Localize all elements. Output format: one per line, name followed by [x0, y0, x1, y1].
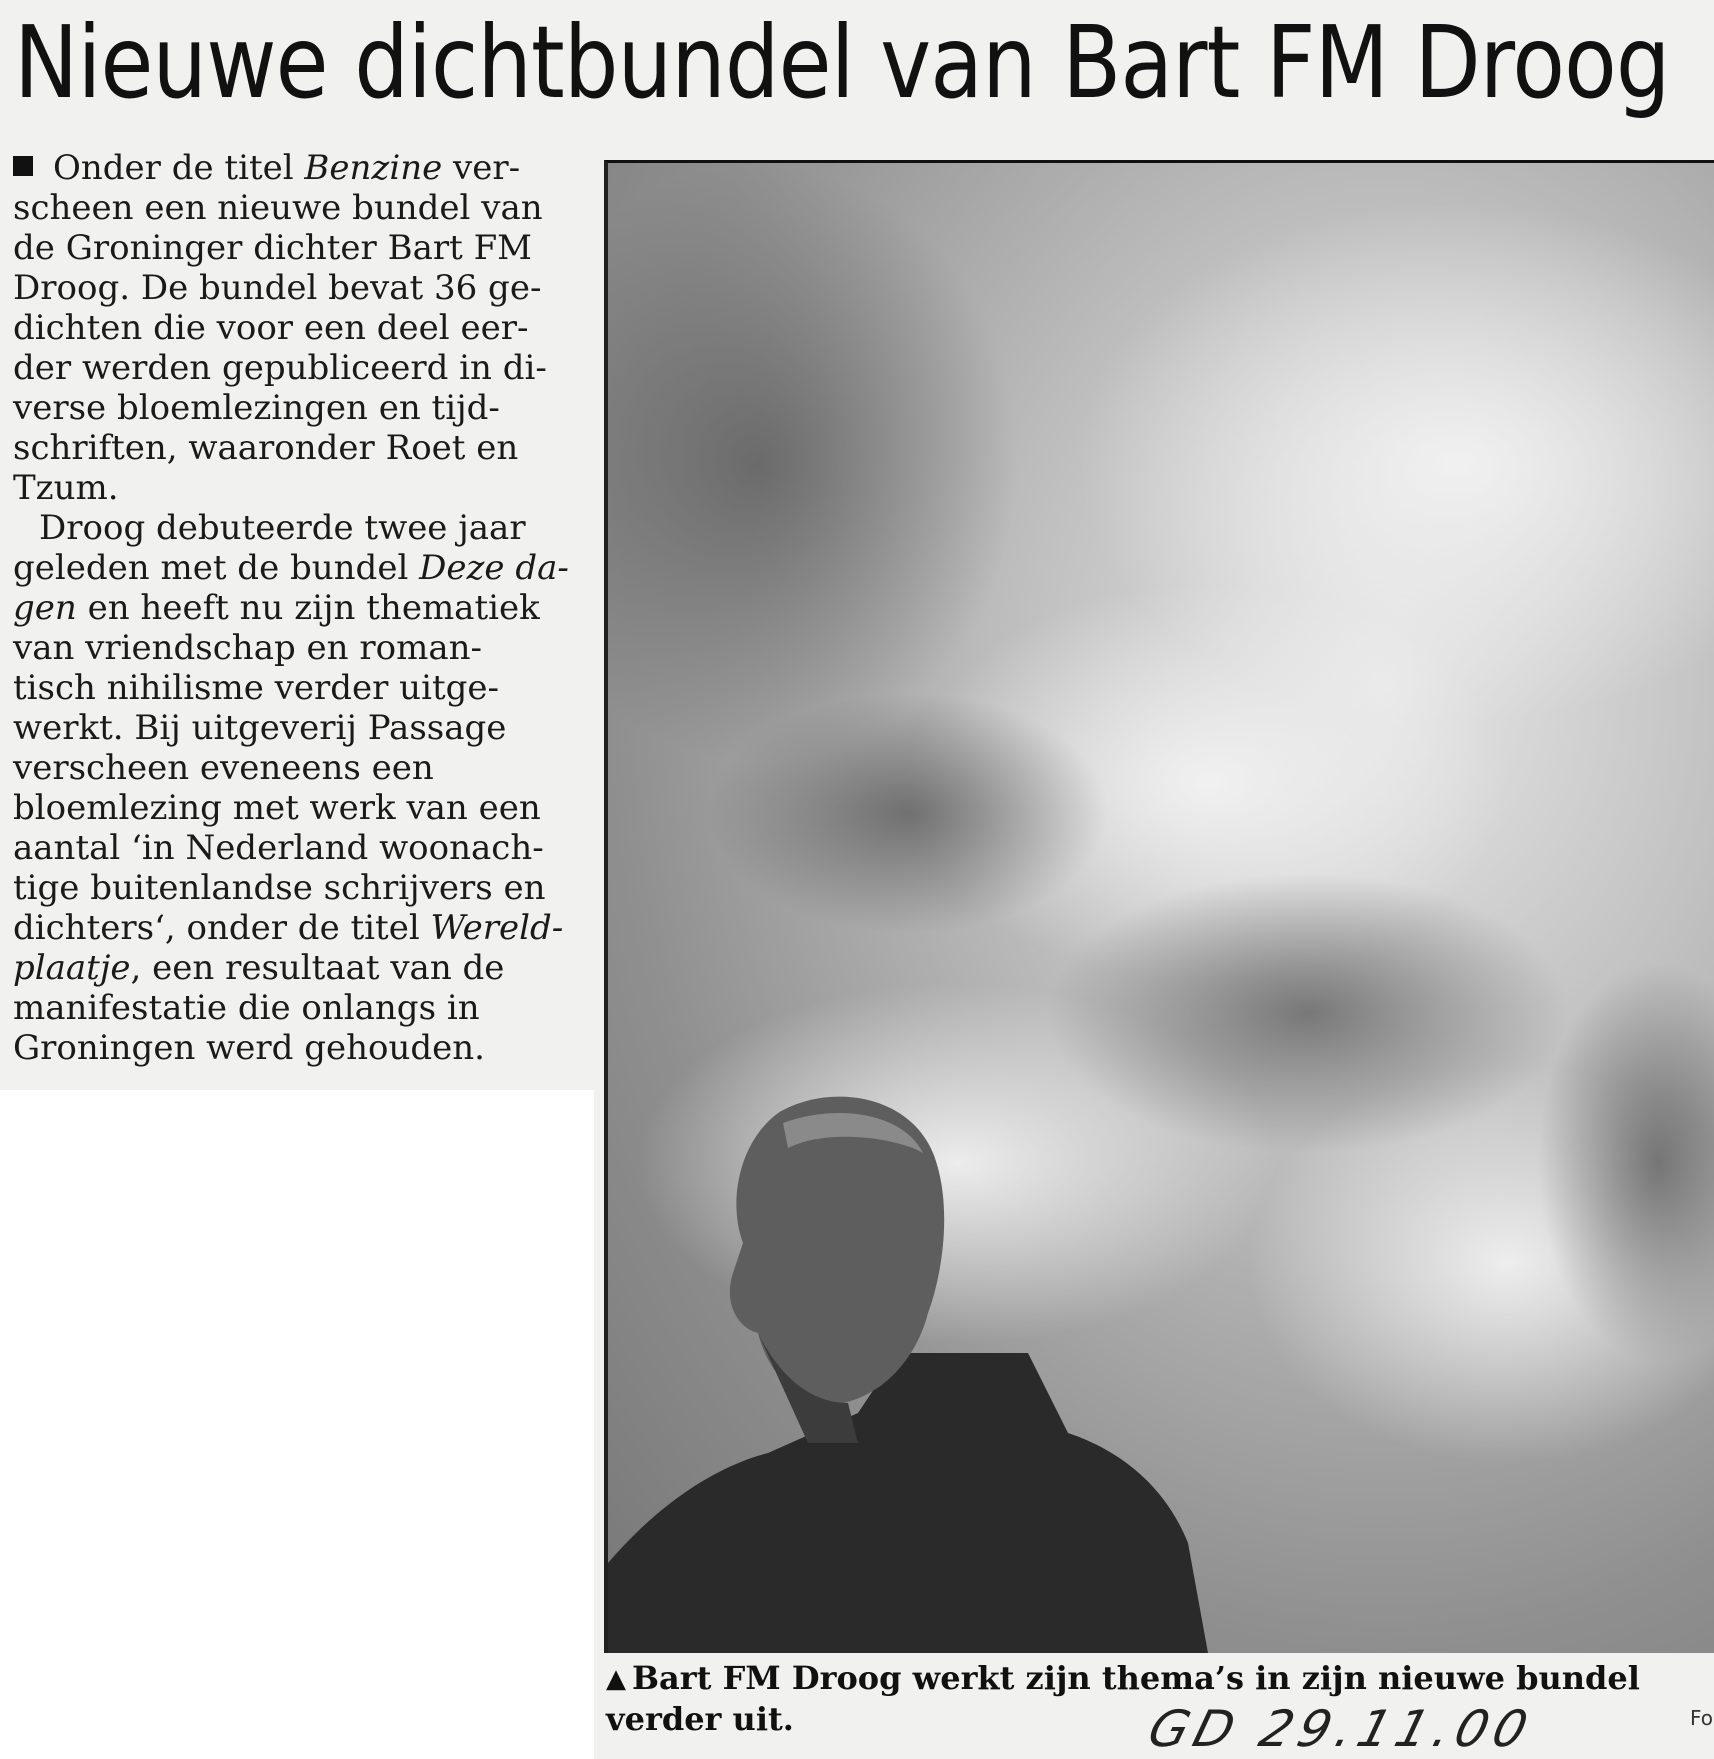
article-line — [13, 1028, 553, 1068]
text-run: manifestatie die onlangs in — [13, 988, 480, 1028]
text-run: bloemlezing met werk van een — [13, 788, 541, 828]
text-run: Groningen werd gehouden. — [13, 1028, 485, 1068]
caption-text: Bart FM Droog werkt zijn thema’s in zijn nieuwe bundel verder uit. — [606, 1659, 1640, 1738]
article-line — [13, 228, 553, 268]
text-run: Onder de titel — [53, 148, 305, 188]
text-run: en heeft nu zijn thematiek — [76, 588, 540, 628]
text-run: der werden gepubliceerd in di- — [13, 348, 547, 388]
article-line — [13, 428, 553, 468]
text-run: , een resultaat van de — [130, 948, 505, 988]
text-run: verse bloemlezingen en tijd- — [13, 388, 500, 428]
article-line — [13, 788, 553, 828]
text-run: van vriendschap en roman- — [13, 628, 482, 668]
article-line — [13, 708, 553, 748]
article-line — [13, 348, 553, 388]
article-line — [13, 988, 553, 1028]
text-run: werkt. Bij uitgeverij Passage — [13, 708, 507, 748]
text-run: dichters‘, onder de titel — [13, 908, 431, 948]
text-run: de Groninger dichter Bart FM — [13, 228, 532, 268]
article-line — [13, 468, 553, 508]
article-line — [13, 868, 553, 908]
article-line — [13, 188, 553, 228]
handwritten-date-note: GD 29.11.00 — [1142, 1700, 1540, 1758]
text-run: Droog debuteerde twee jaar — [39, 508, 526, 548]
italic-title: Wereld- — [430, 908, 564, 948]
italic-title: plaatje — [13, 948, 131, 988]
caption-marker-icon: ▲ — [606, 1664, 626, 1694]
text-run: tisch nihilisme verder uitge- — [13, 668, 499, 708]
article-line — [13, 908, 564, 948]
article-body — [13, 148, 569, 1068]
text-run: schriften, waaronder Roet en — [13, 428, 519, 468]
photo-credit-cutoff: Fo — [1690, 1706, 1714, 1730]
text-run: Droog. De bundel bevat 36 ge- — [13, 268, 542, 308]
text-run: Tzum. — [13, 468, 119, 508]
article-line — [13, 668, 553, 708]
article-line — [13, 388, 553, 428]
text-run: verscheen eveneens een — [13, 748, 434, 788]
article-line — [13, 588, 553, 628]
article-line — [13, 148, 553, 188]
italic-title: Benzine — [304, 148, 443, 188]
text-run: dichten die voor een deel eer- — [13, 308, 529, 348]
text-run: tige buitenlandse schrijvers en — [13, 868, 546, 908]
article-line — [13, 508, 553, 548]
paragraph-1 — [13, 148, 553, 508]
article-line — [13, 308, 553, 348]
article-line — [13, 948, 553, 988]
article-line — [13, 828, 553, 868]
paragraph-marker-icon — [13, 156, 33, 176]
italic-title: gen — [13, 588, 77, 628]
text-run: ver- — [442, 148, 521, 188]
text-run: scheen een nieuwe bundel van — [13, 188, 543, 228]
headline: Nieuwe dichtbundel van Bart FM Droog — [14, 4, 1670, 121]
article-line — [13, 548, 569, 588]
photo-illustration — [608, 163, 1714, 1653]
article-line — [13, 748, 553, 788]
italic-title: Deze da- — [419, 548, 569, 588]
article-line — [13, 628, 553, 668]
text-run: geleden met de bundel — [13, 548, 420, 588]
paragraph-2 — [13, 508, 569, 1068]
portrait-photo — [604, 160, 1714, 1653]
article-line — [13, 268, 553, 308]
text-run: aantal ‘in Nederland woonach- — [13, 828, 544, 868]
